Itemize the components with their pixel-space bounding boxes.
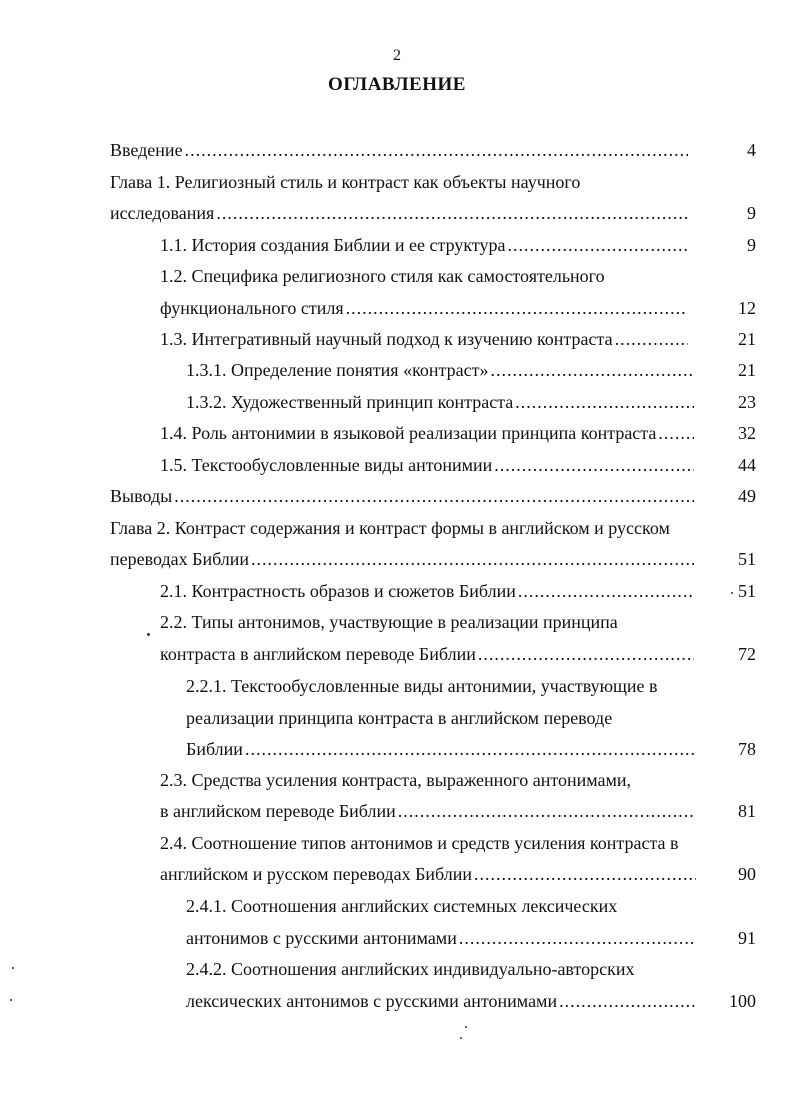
scan-speck [465, 1026, 467, 1028]
toc-entry-text: исследования [110, 203, 215, 223]
toc-entry-text: 1.3.1. Определение понятия «контраст» [186, 360, 489, 380]
toc-entry-1-2-line-2[interactable] [160, 296, 690, 320]
leader-dots [515, 390, 694, 414]
toc-entry-page: 91 [738, 928, 756, 948]
toc-entry-page: 100 [729, 991, 756, 1011]
toc-entry-text: 1.3.2. Художественный принцип контраста [186, 392, 514, 412]
toc-entry-1-3-2[interactable] [186, 390, 696, 414]
toc-entry-2-4-1-line-1[interactable]: 2.4.1. Соотношения английских системных лексических [186, 896, 618, 916]
page-title: ОГЛАВЛЕНИЕ [328, 74, 466, 95]
toc-entry-page: 49 [738, 486, 756, 506]
toc-entry-2-4-line-2[interactable] [160, 862, 698, 886]
toc-entry-text: в английском переводе Библии [160, 801, 396, 821]
toc-entry-page: 32 [738, 423, 756, 443]
leader-dots [398, 799, 694, 823]
toc-entry-2-2-line-2[interactable] [160, 642, 696, 666]
toc-entry-2-4-2-line-2[interactable] [186, 989, 698, 1013]
leader-dots [494, 453, 694, 477]
toc-entry-2-2-1-line-3[interactable] [186, 737, 698, 761]
toc-entry-page: 4 [747, 140, 756, 160]
toc-entry-page: 9 [747, 203, 756, 223]
toc-entry-2-3-line-1[interactable]: 2.3. Средства усиления контраста, выраженного антонимами, [160, 770, 632, 790]
scan-speck [10, 999, 12, 1001]
toc-entry-2-4-1-line-2[interactable] [186, 926, 698, 950]
toc-entry-page: 51 [738, 581, 756, 601]
toc-entry-page: 44 [738, 455, 756, 475]
toc-entry-2-2-line-1[interactable]: 2.2. Типы антонимов, участвующие в реализации принципа [160, 612, 618, 632]
leader-dots [559, 989, 696, 1013]
toc-entry-page: 72 [738, 644, 756, 664]
leader-dots [518, 579, 694, 603]
toc-entry-page: 21 [738, 360, 756, 380]
toc-chapter-2-line-1[interactable]: Глава 2. Контраст содержания и контраст формы в английском и русском [110, 518, 670, 538]
toc-chapter-2-line-2[interactable] [110, 547, 696, 571]
leader-dots [185, 138, 688, 162]
toc-entry-text: 2.1. Контрастность образов и сюжетов Библии [160, 581, 516, 601]
toc-entry-2-2-1-line-2[interactable]: реализации принципа контраста в английском переводе [186, 708, 613, 728]
toc-entry-text: лексических антонимов с русскими антонимами [186, 991, 558, 1011]
toc-entry-page: 9 [747, 235, 756, 255]
toc-entry-2-4-2-line-1[interactable]: 2.4.2. Соотношения английских индивидуально-авторских [186, 959, 635, 979]
toc-entry-text: функционального стиля [160, 298, 344, 318]
toc-entry-text: антонимов с русскими антонимами [186, 928, 457, 948]
leader-dots [459, 926, 696, 950]
toc-entry-1-4[interactable] [160, 421, 696, 445]
toc-entry-1-3[interactable] [160, 327, 690, 351]
toc-entry-text: Введение [110, 140, 183, 160]
scan-speck [460, 1037, 462, 1039]
leader-dots [245, 737, 696, 761]
toc-entry-text: переводах Библии [110, 549, 250, 569]
toc-chapter-1-line-2[interactable] [110, 201, 690, 225]
leader-dots [508, 233, 689, 257]
leader-dots [174, 484, 694, 508]
leader-dots [615, 327, 688, 351]
toc-entry-page: 12 [738, 298, 756, 318]
scan-speck [731, 592, 733, 594]
toc-entry-text: Выводы [110, 486, 173, 506]
toc-entry-page: 21 [738, 329, 756, 349]
toc-entry-text: 1.4. Роль антонимии в языковой реализации принципа контраста [160, 423, 657, 443]
leader-dots [478, 642, 694, 666]
toc-entry-1-1[interactable] [160, 233, 690, 257]
leader-dots [490, 358, 694, 382]
toc-entry-2-2-1-line-1[interactable]: 2.2.1. Текстообусловленные виды антонимии, участвующие в [186, 676, 658, 696]
toc-entry-2-4-line-1[interactable]: 2.4. Соотношение типов антонимов и средств усиления контраста в [160, 833, 679, 853]
toc-entry-text: Библии [186, 739, 243, 759]
toc-entry-2-1[interactable] [160, 579, 696, 603]
toc-entry-conclusions[interactable] [110, 484, 696, 508]
toc-entry-text: контраста в английском переводе Библии [160, 644, 476, 664]
toc-entry-intro[interactable] [110, 138, 690, 162]
scan-speck [12, 967, 14, 969]
leader-dots [658, 421, 694, 445]
leader-dots [216, 201, 688, 225]
toc-entry-page: 78 [738, 739, 756, 759]
toc-entry-1-2-line-1[interactable]: 1.2. Специфика религиозного стиля как самостоятельного [160, 266, 605, 286]
toc-entry-text: английском и русском переводах Библии [160, 864, 473, 884]
scan-speck [147, 633, 150, 636]
toc-entry-text: 1.5. Текстообусловленные виды антонимии [160, 455, 493, 475]
toc-chapter-1-line-1[interactable]: Глава 1. Религиозный стиль и контраст как объекты научного [110, 172, 581, 192]
toc-entry-2-3-line-2[interactable] [160, 799, 696, 823]
leader-dots [474, 862, 696, 886]
toc-entry-page: 23 [738, 392, 756, 412]
toc-entry-page: 81 [738, 801, 756, 821]
toc-entry-1-5[interactable] [160, 453, 696, 477]
toc-entry-page: 90 [738, 864, 756, 884]
toc-entry-text: 1.3. Интегративный научный подход к изучению контраста [160, 329, 613, 349]
toc-entry-page: 51 [738, 549, 756, 569]
leader-dots [346, 296, 688, 320]
page-number: 2 [393, 47, 401, 64]
toc-entry-1-3-1[interactable] [186, 358, 696, 382]
toc-entry-text: 1.1. История создания Библии и ее структура [160, 235, 506, 255]
leader-dots [251, 547, 694, 571]
